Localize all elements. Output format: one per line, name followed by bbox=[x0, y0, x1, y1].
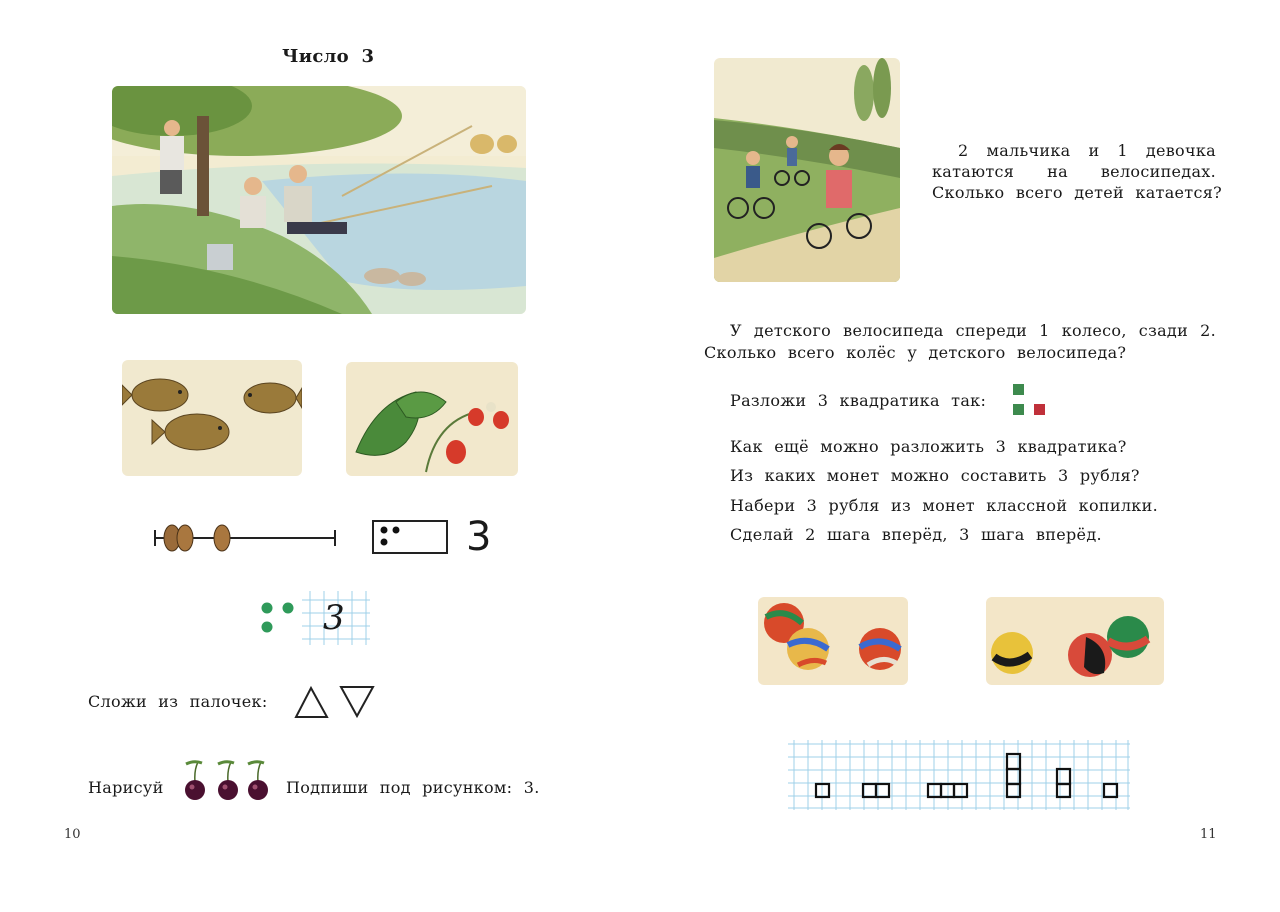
children-bicycles-illustration bbox=[714, 58, 900, 282]
grid-digit-three: 3 bbox=[323, 598, 345, 638]
sticks-instruction: Сложи из палочек: bbox=[88, 692, 268, 711]
three-squares-arrangement bbox=[1010, 382, 1050, 418]
wheels-problem-line-2: Сколько всего колёс у детского велосипеда? bbox=[704, 343, 1127, 362]
square-patterns-grid bbox=[788, 740, 1130, 810]
wheels-problem-line-1: У детского велосипеда спереди 1 колесо, сзади 2. bbox=[730, 321, 1216, 340]
page-number-right: 11 bbox=[1200, 827, 1217, 842]
three-cherries-icon bbox=[178, 758, 274, 802]
question-2: Из каких монет можно составить 3 рубля? bbox=[730, 466, 1140, 485]
draw-instruction: Нарисуй bbox=[88, 778, 164, 797]
question-4: Сделай 2 шага вперёд, 3 шага вперёд. bbox=[730, 525, 1102, 544]
three-fish-illustration bbox=[122, 360, 302, 476]
abacus-three-beads bbox=[152, 520, 338, 556]
squares-instruction: Разложи 3 квадратика так: bbox=[730, 391, 987, 410]
three-green-dots bbox=[258, 600, 298, 636]
bike-problem-line-1: 2 мальчика и 1 девочка bbox=[958, 141, 1216, 160]
stick-triangles bbox=[294, 684, 376, 720]
three-balls-illustration-2 bbox=[986, 597, 1164, 685]
digit-three: 3 bbox=[466, 514, 492, 560]
question-1: Как ещё можно разложить 3 квадратика? bbox=[730, 437, 1127, 456]
page-number-left: 10 bbox=[64, 827, 81, 842]
page-title: Число 3 bbox=[282, 46, 375, 67]
strawberries-illustration bbox=[346, 362, 518, 476]
sign-instruction: Подпиши под рисунком: 3. bbox=[286, 778, 540, 797]
bike-problem-line-2: катаются на велосипедах. bbox=[932, 162, 1216, 181]
three-dot-card bbox=[372, 520, 448, 554]
fishing-boys-illustration bbox=[112, 86, 526, 314]
question-3: Набери 3 рубля из монет классной копилки. bbox=[730, 496, 1158, 515]
three-balls-illustration bbox=[758, 597, 908, 685]
bike-problem-line-3: Сколько всего детей катается? bbox=[932, 183, 1222, 202]
wheels-problem bbox=[704, 320, 1216, 364]
bike-problem bbox=[932, 140, 1222, 203]
